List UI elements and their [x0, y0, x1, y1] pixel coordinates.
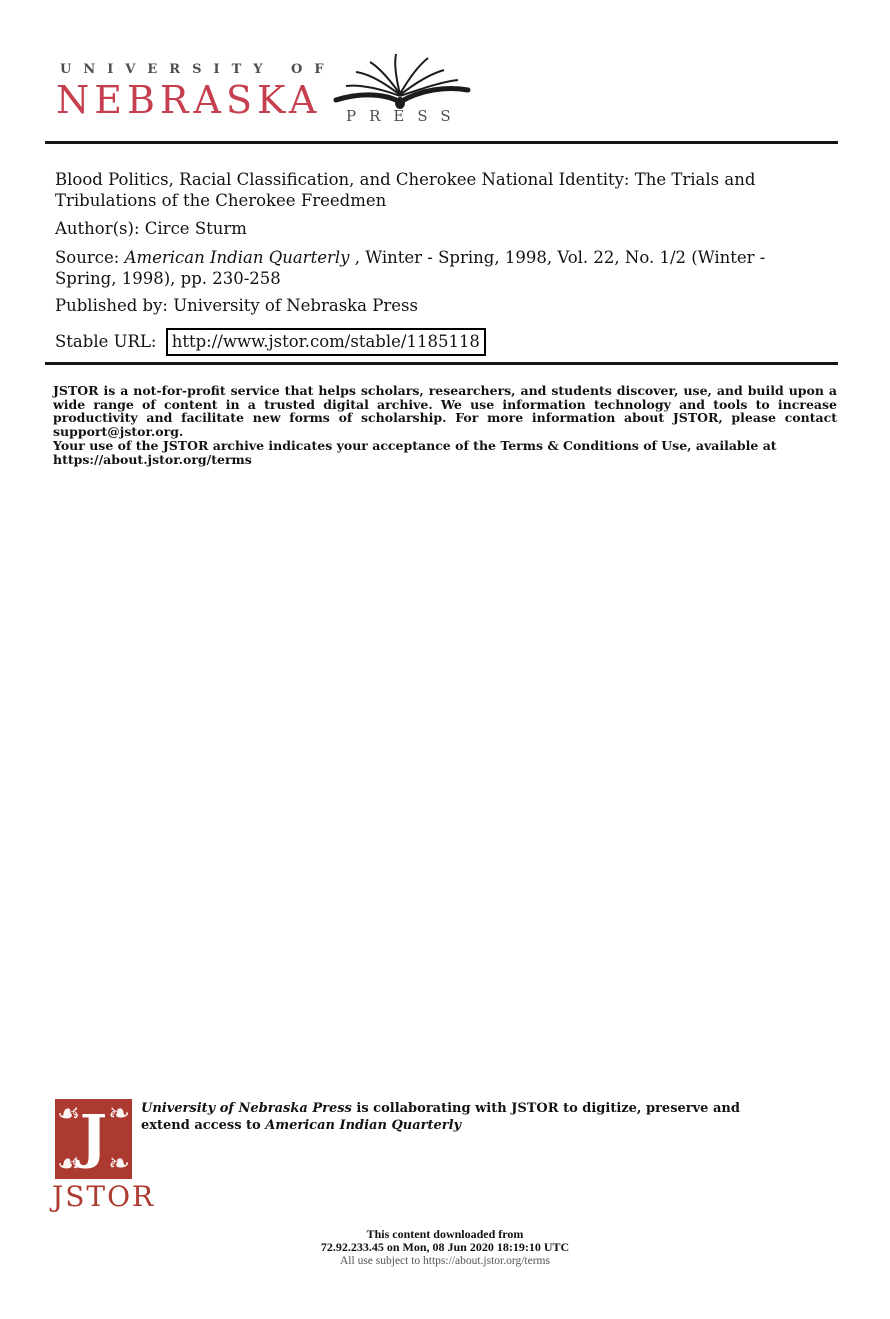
download-footer: [0, 1228, 890, 1268]
publisher-name-main: NEBRASKA: [56, 78, 322, 122]
source-rest: , Winter - Spring, 1998, Vol. 22, No. 1/2 (Winter - Spring, 1998), pp. 230-258: [55, 248, 766, 288]
jstor-logo: [55, 1099, 132, 1179]
collaboration-note: [141, 1100, 771, 1134]
stable-url-label: Stable URL:: [55, 332, 162, 351]
flourish-icon: ❧: [108, 1149, 130, 1179]
collab-middle: is collaborating with JSTOR to digitize, preserve and extend access to: [141, 1101, 740, 1133]
authors-label: Author(s):: [55, 219, 145, 238]
jstor-wordmark: JSTOR: [52, 1180, 156, 1213]
article-source-line: [55, 247, 805, 289]
source-journal: American Indian Quarterly: [124, 248, 350, 267]
footer-terms-link: All use subject to https://about.jstor.org/terms: [340, 1255, 550, 1267]
jstor-about-paragraph: JSTOR is a not-for-profit service that helps scholars, researchers, and students discover, use, and build upon a wide range of content in a trusted digital archive. We use information technology and tools to increase productivity and facilitate new forms of scholarship. For more information about JSTOR, please contact support@jstor.org.: [53, 383, 837, 439]
collab-journal: American Indian Quarterly: [265, 1118, 462, 1133]
divider-middle: [45, 362, 838, 365]
stable-url-link[interactable]: http://www.jstor.com/stable/1185118: [166, 328, 486, 356]
article-title: Blood Politics, Racial Classification, and Cherokee National Identity: The Trials and Tribulations of the Cherokee Freedmen: [55, 170, 756, 210]
nebraska-press-logo: [56, 52, 476, 132]
flourish-icon: ☙: [57, 1099, 81, 1129]
publisher-name-press: PRESS: [346, 107, 464, 125]
divider-top: [45, 141, 838, 144]
article-published-line: [55, 295, 805, 316]
article-authors-line: [55, 218, 805, 239]
collab-publisher: University of Nebraska Press: [141, 1101, 352, 1116]
article-stable-url-line: [55, 328, 845, 356]
footer-downloaded-from: This content downloaded from: [366, 1227, 524, 1241]
source-label: Source:: [55, 248, 125, 267]
published-value: University of Nebraska Press: [173, 296, 418, 315]
jstor-logo-initial: J: [79, 1102, 108, 1171]
flourish-icon: ❧: [108, 1099, 130, 1129]
flourish-icon: ☙: [57, 1149, 81, 1179]
jstor-terms-paragraph: Your use of the JSTOR archive indicates your acceptance of the Terms & Conditions of Use, available at https://about.jstor.org/terms: [53, 438, 777, 467]
footer-ip-timestamp: 72.92.233.45 on Mon, 08 Jun 2020 18:19:10 UTC: [320, 1240, 570, 1254]
published-label: Published by:: [55, 296, 174, 315]
publisher-name-top: UNIVERSITY OF: [60, 62, 336, 77]
authors-value: Circe Sturm: [144, 219, 247, 238]
